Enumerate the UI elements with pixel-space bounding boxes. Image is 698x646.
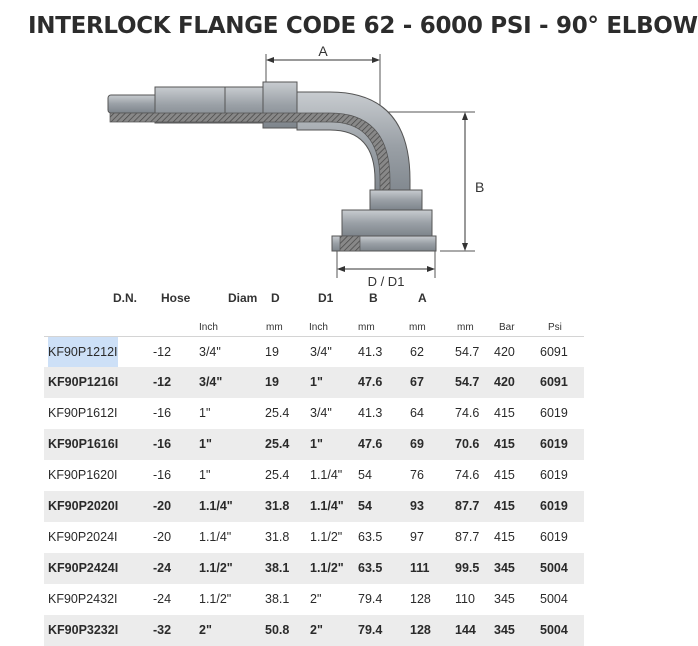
table-row xyxy=(44,522,584,553)
cell-diam: 1" xyxy=(199,406,211,420)
cell-b: 41.3 xyxy=(358,406,383,420)
flange-head xyxy=(342,210,432,236)
table-row xyxy=(44,491,584,522)
cell-psi: 6091 xyxy=(540,345,568,359)
col-header-hose: Hose xyxy=(161,291,191,305)
cell-bar: 415 xyxy=(494,530,515,544)
cell-a2: 54.7 xyxy=(455,375,480,389)
dim-b-label: B xyxy=(475,179,485,195)
cell-bar: 420 xyxy=(494,345,515,359)
cell-a: 67 xyxy=(410,375,424,389)
cell-a: 128 xyxy=(410,623,431,637)
hose-tail xyxy=(108,95,160,113)
cell-b: 54 xyxy=(358,499,372,513)
dim-a-arrow-left xyxy=(266,57,274,63)
table-row xyxy=(44,553,584,584)
col-header-d1: D1 xyxy=(318,291,334,305)
dim-d-label: D / D1 xyxy=(367,274,405,289)
cell-b: 47.6 xyxy=(358,437,383,451)
cell-a: 69 xyxy=(410,437,424,451)
cell-a: 64 xyxy=(410,406,424,420)
cell-psi: 5004 xyxy=(540,623,568,637)
cell-hose: -32 xyxy=(153,623,172,637)
cell-b: 63.5 xyxy=(358,561,383,575)
cell-diam: 3/4" xyxy=(199,345,221,359)
cell-psi: 6091 xyxy=(540,375,568,389)
cell-psi: 6019 xyxy=(540,437,568,451)
cell-a2: 144 xyxy=(455,623,476,637)
unit-a2: mm xyxy=(457,322,474,333)
cell-d1: 1.1/4" xyxy=(310,499,344,513)
cell-b: 79.4 xyxy=(358,623,383,637)
col-header-a: A xyxy=(418,291,427,305)
cell-a: 93 xyxy=(410,499,424,513)
cell-b: 41.3 xyxy=(358,345,383,359)
cell-hose: -16 xyxy=(153,406,172,420)
cell-a2: 87.7 xyxy=(455,499,480,513)
cell-diam: 2" xyxy=(199,623,212,637)
cell-hose: -20 xyxy=(153,530,172,544)
cell-hose: -16 xyxy=(153,437,172,451)
cell-a: 76 xyxy=(410,468,424,482)
cell-part[interactable]: KF90P2020I xyxy=(48,499,119,513)
col-header-b: B xyxy=(369,291,378,305)
cell-a2: 54.7 xyxy=(455,345,480,359)
cell-b: 54 xyxy=(358,468,372,482)
cell-d: 38.1 xyxy=(265,561,290,575)
cell-a: 128 xyxy=(410,592,431,606)
elbow-fitting-drawing xyxy=(0,40,640,290)
table-row xyxy=(44,398,584,429)
elbow-body xyxy=(297,92,410,200)
cell-d: 38.1 xyxy=(265,592,290,606)
cell-diam: 1.1/2" xyxy=(199,592,232,606)
dim-d-arrow-right xyxy=(427,266,435,272)
cell-diam: 3/4" xyxy=(199,375,223,389)
cell-b: 47.6 xyxy=(358,375,383,389)
cell-part[interactable]: KF90P1616I xyxy=(48,437,119,451)
table-row xyxy=(44,615,584,646)
cell-d: 25.4 xyxy=(265,468,290,482)
col-header-diam: Diam xyxy=(228,291,258,305)
cell-diam: 1.1/4" xyxy=(199,499,233,513)
cell-b: 63.5 xyxy=(358,530,383,544)
cell-a: 97 xyxy=(410,530,424,544)
cell-d1: 3/4" xyxy=(310,345,332,359)
cell-d: 25.4 xyxy=(265,406,290,420)
cell-a2: 87.7 xyxy=(455,530,480,544)
table-row xyxy=(44,336,584,368)
cell-diam: 1" xyxy=(199,437,212,451)
table-row xyxy=(44,460,584,491)
dim-b-arrow-bottom xyxy=(462,243,468,251)
cell-diam: 1.1/4" xyxy=(199,530,232,544)
unit-b: mm xyxy=(358,322,375,333)
cell-d1: 1.1/2" xyxy=(310,561,344,575)
cell-psi: 6019 xyxy=(540,499,568,513)
cell-psi: 5004 xyxy=(540,592,568,606)
cell-diam: 1" xyxy=(199,468,211,482)
cell-part[interactable]: KF90P1612I xyxy=(48,406,118,420)
cell-d1: 1.1/2" xyxy=(310,530,343,544)
cell-a: 62 xyxy=(410,345,424,359)
cell-part[interactable]: KF90P1216I xyxy=(48,375,119,389)
cell-psi: 5004 xyxy=(540,561,568,575)
cell-d1: 1" xyxy=(310,437,323,451)
cell-bar: 415 xyxy=(494,406,515,420)
cell-d: 19 xyxy=(265,345,279,359)
cell-bar: 415 xyxy=(494,437,515,451)
cell-bar: 415 xyxy=(494,468,515,482)
cell-part[interactable]: KF90P1620I xyxy=(48,468,118,482)
cell-d: 31.8 xyxy=(265,499,290,513)
cell-d1: 2" xyxy=(310,623,323,637)
unit-d: mm xyxy=(266,322,283,333)
cell-d: 19 xyxy=(265,375,279,389)
cell-bar: 420 xyxy=(494,375,515,389)
dim-b-arrow-top xyxy=(462,112,468,120)
cell-d1: 1" xyxy=(310,375,323,389)
flange-seal xyxy=(340,236,360,251)
cell-hose: -20 xyxy=(153,499,172,513)
cell-part[interactable]: KF90P2024I xyxy=(48,530,118,544)
cell-bar: 345 xyxy=(494,561,515,575)
page-title: INTERLOCK FLANGE CODE 62 - 6000 PSI - 90° ELBOW xyxy=(28,13,698,39)
cell-hose: -12 xyxy=(153,375,172,389)
cell-bar: 345 xyxy=(494,623,515,637)
table-row xyxy=(44,584,584,615)
cell-bar: 345 xyxy=(494,592,515,606)
cell-a: 111 xyxy=(410,561,430,575)
cell-part[interactable]: KF90P2432I xyxy=(48,592,118,606)
flange-neck xyxy=(370,190,422,210)
cell-a2: 74.6 xyxy=(455,406,480,420)
cell-diam: 1.1/2" xyxy=(199,561,233,575)
unit-bar: Bar xyxy=(499,322,515,333)
dim-a-label: A xyxy=(318,43,328,59)
unit-diam: Inch xyxy=(199,322,218,333)
cell-part[interactable]: KF90P3232I xyxy=(48,623,119,637)
cell-d: 50.8 xyxy=(265,623,290,637)
cell-a2: 110 xyxy=(455,592,475,606)
cell-psi: 6019 xyxy=(540,468,568,482)
table-row xyxy=(44,367,584,398)
cell-hose: -24 xyxy=(153,561,172,575)
col-header-dn: D.N. xyxy=(113,291,137,305)
unit-d1: Inch xyxy=(309,322,328,333)
cell-d1: 3/4" xyxy=(310,406,332,420)
unit-psi: Psi xyxy=(548,322,562,333)
cell-hose: -16 xyxy=(153,468,172,482)
dim-a-arrow-right xyxy=(372,57,380,63)
cell-a2: 74.6 xyxy=(455,468,480,482)
cell-hose: -24 xyxy=(153,592,172,606)
cell-d: 25.4 xyxy=(265,437,290,451)
table-row xyxy=(44,429,584,460)
cell-bar: 415 xyxy=(494,499,515,513)
cell-hose: -12 xyxy=(153,345,172,359)
cell-d1: 2" xyxy=(310,592,322,606)
unit-a: mm xyxy=(409,322,426,333)
cell-d: 31.8 xyxy=(265,530,290,544)
cell-psi: 6019 xyxy=(540,530,568,544)
cell-d1: 1.1/4" xyxy=(310,468,343,482)
cell-part[interactable]: KF90P1212I xyxy=(48,337,118,368)
cell-a2: 70.6 xyxy=(455,437,480,451)
col-header-d: D xyxy=(271,291,280,305)
cell-b: 79.4 xyxy=(358,592,383,606)
dim-d-arrow-left xyxy=(337,266,345,272)
cell-psi: 6019 xyxy=(540,406,568,420)
cell-part[interactable]: KF90P2424I xyxy=(48,561,119,575)
cell-a2: 99.5 xyxy=(455,561,480,575)
